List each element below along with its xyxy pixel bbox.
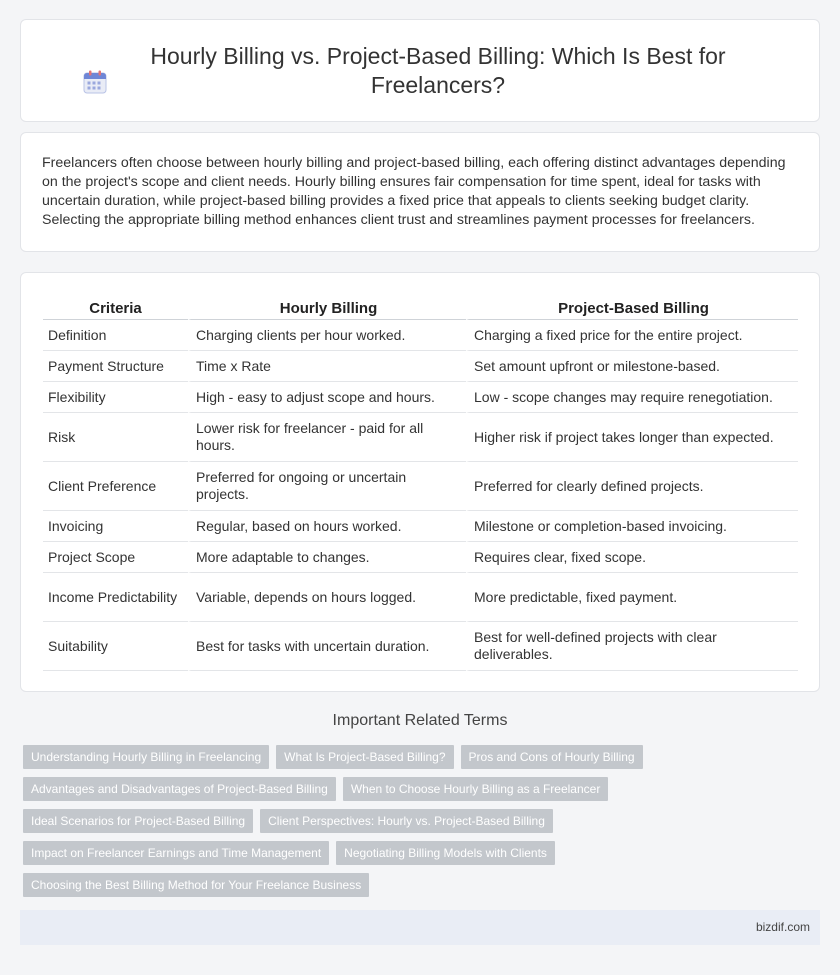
criteria-cell: Suitability [43,622,188,671]
table-header-row [43,295,798,320]
project-cell: Set amount upfront or milestone-based. [466,351,798,382]
table-row [43,542,798,573]
project-cell: Milestone or completion-based invoicing. [466,511,798,542]
criteria-cell: Payment Structure [43,351,188,382]
related-term-tag[interactable]: Advantages and Disadvantages of Project-Based Billing [23,777,336,801]
project-cell: Low - scope changes may require renegotiation. [466,382,798,413]
related-term-tag[interactable]: What Is Project-Based Billing? [276,745,453,769]
header-project: Project-Based Billing [466,295,798,320]
table-row [43,573,798,622]
title-card [20,19,820,122]
intro-card [20,132,820,252]
project-cell: Preferred for clearly defined projects. [466,462,798,511]
related-term-tag[interactable]: Pros and Cons of Hourly Billing [461,745,643,769]
project-cell: Higher risk if project takes longer than expected. [466,413,798,462]
related-term-tag[interactable]: Ideal Scenarios for Project-Based Billing [23,809,253,833]
intro-text: Freelancers often choose between hourly billing and project-based billing, each offering distinct advantages depending on the project's scope and client needs. Hourly billing ensures fair compensation for time spent, ideal for tasks with uncertain duration, while project-based billing provides a fixed price that appeals to clients seeking budget clarity. Selecting the appropriate billing method enhances client trust and streamlines payment processes for freelancers. [42,155,786,228]
hourly-cell: Lower risk for freelancer - paid for all hours. [188,413,466,462]
criteria-cell: Flexibility [43,382,188,413]
hourly-cell: More adaptable to changes. [188,542,466,573]
hourly-cell: Regular, based on hours worked. [188,511,466,542]
hourly-cell: Preferred for ongoing or uncertain projects. [188,462,466,511]
criteria-cell: Project Scope [43,542,188,573]
criteria-cell: Client Preference [43,462,188,511]
project-cell: Requires clear, fixed scope. [466,542,798,573]
related-terms-list [23,745,823,905]
header-hourly: Hourly Billing [188,295,466,320]
hourly-cell: Variable, depends on hours logged. [188,573,466,622]
related-term-tag[interactable]: Negotiating Billing Models with Clients [336,841,555,865]
comparison-card [20,272,820,692]
table-row [43,382,798,413]
related-term-tag[interactable]: When to Choose Hourly Billing as a Freelancer [343,777,608,801]
table-row [43,511,798,542]
header-criteria: Criteria [43,295,188,320]
hourly-cell: Time x Rate [188,351,466,382]
related-term-tag[interactable]: Client Perspectives: Hourly vs. Project-Based Billing [260,809,553,833]
project-cell: Best for well-defined projects with clear deliverables. [466,622,798,671]
hourly-cell: Best for tasks with uncertain duration. [188,622,466,671]
related-terms-heading: Important Related Terms [332,712,508,729]
footer [20,910,820,945]
calendar-icon [82,69,108,95]
comparison-table [43,295,798,671]
table-row [43,462,798,511]
hourly-cell: High - easy to adjust scope and hours. [188,382,466,413]
table-row [43,351,798,382]
project-cell: Charging a fixed price for the entire project. [466,320,798,351]
table-row [43,320,798,351]
table-row [43,622,798,671]
related-term-tag[interactable]: Understanding Hourly Billing in Freelancing [23,745,269,769]
table-row [43,413,798,462]
criteria-cell: Definition [43,320,188,351]
related-term-tag[interactable]: Choosing the Best Billing Method for Your Freelance Business [23,873,369,897]
criteria-cell: Income Predictability [43,573,188,622]
title-wrap [70,42,770,100]
criteria-cell: Invoicing [43,511,188,542]
footer-site-name[interactable]: bizdif.com [755,920,810,934]
related-term-tag[interactable]: Impact on Freelancer Earnings and Time Management [23,841,329,865]
project-cell: More predictable, fixed payment. [466,573,798,622]
hourly-cell: Charging clients per hour worked. [188,320,466,351]
page-title: Hourly Billing vs. Project-Based Billing: Which Is Best for Freelancers? [150,42,726,98]
criteria-cell: Risk [43,413,188,462]
